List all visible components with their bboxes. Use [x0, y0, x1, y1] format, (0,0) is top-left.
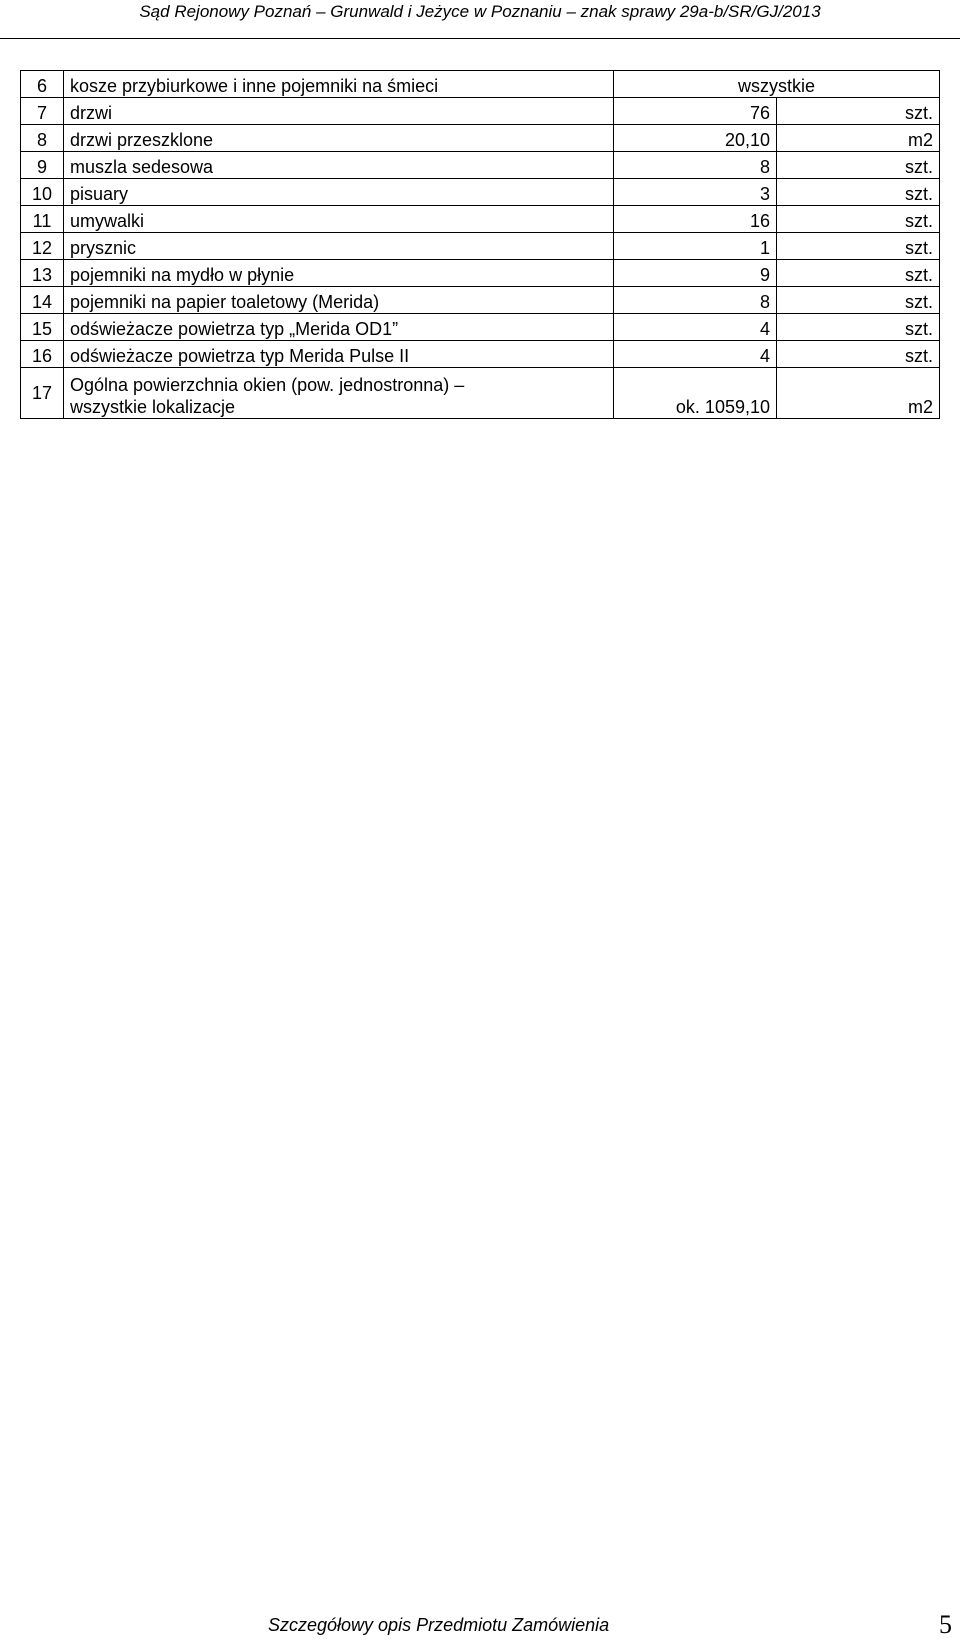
- item-unit: szt.: [777, 260, 940, 287]
- row-number: 17: [21, 368, 64, 419]
- item-name: odświeżacze powietrza typ „Merida OD1”: [64, 314, 614, 341]
- item-unit: szt.: [777, 287, 940, 314]
- page-number: 5: [939, 1610, 952, 1639]
- item-quantity: 3: [614, 179, 777, 206]
- row-number: 8: [21, 125, 64, 152]
- item-quantity: 9: [614, 260, 777, 287]
- item-quantity: 1: [614, 233, 777, 260]
- item-quantity: 76: [614, 98, 777, 125]
- table-row: [21, 152, 940, 179]
- item-name: muszla sedesowa: [64, 152, 614, 179]
- table-row: [21, 179, 940, 206]
- row-number: 14: [21, 287, 64, 314]
- item-name: pisuary: [64, 179, 614, 206]
- row-number: 11: [21, 206, 64, 233]
- item-name: kosze przybiurkowe i inne pojemniki na śmieci: [64, 71, 614, 98]
- item-unit: szt.: [777, 98, 940, 125]
- row-number: 16: [21, 341, 64, 368]
- item-name: pojemniki na mydło w płynie: [64, 260, 614, 287]
- table-row: [21, 287, 940, 314]
- item-unit: szt.: [777, 179, 940, 206]
- row-number: 7: [21, 98, 64, 125]
- row-number: 6: [21, 71, 64, 98]
- table-row: [21, 206, 940, 233]
- item-unit: m2: [777, 125, 940, 152]
- item-unit: szt.: [777, 206, 940, 233]
- item-quantity: ok. 1059,10: [614, 368, 777, 419]
- page-header: Sąd Rejonowy Poznań – Grunwald i Jeżyce w Poznaniu – znak sprawy 29a-b/SR/GJ/2013: [139, 2, 821, 21]
- table-row: [21, 314, 940, 341]
- item-name: [64, 368, 614, 419]
- table-row: [21, 98, 940, 125]
- row-number: 12: [21, 233, 64, 260]
- item-quantity: 16: [614, 206, 777, 233]
- item-unit: szt.: [777, 314, 940, 341]
- table-row: [21, 125, 940, 152]
- item-name: prysznic: [64, 233, 614, 260]
- item-name-line: wszystkie lokalizacje: [70, 397, 236, 417]
- row-number: 15: [21, 314, 64, 341]
- item-unit: szt.: [777, 152, 940, 179]
- item-name: pojemniki na papier toaletowy (Merida): [64, 287, 614, 314]
- table-row: [21, 368, 940, 419]
- row-number: 10: [21, 179, 64, 206]
- item-unit: szt.: [777, 233, 940, 260]
- item-name: odświeżacze powietrza typ Merida Pulse II: [64, 341, 614, 368]
- item-quantity: wszystkie: [614, 71, 940, 98]
- table-row: [21, 341, 940, 368]
- row-number: 9: [21, 152, 64, 179]
- item-quantity: 8: [614, 287, 777, 314]
- item-unit: m2: [777, 368, 940, 419]
- items-table: [20, 70, 940, 419]
- item-name: umywalki: [64, 206, 614, 233]
- item-quantity: 4: [614, 314, 777, 341]
- table-row: [21, 233, 940, 260]
- table-row: [21, 260, 940, 287]
- page-footer: Szczegółowy opis Przedmiotu Zamówienia: [268, 1615, 610, 1635]
- header-divider: [0, 38, 960, 39]
- item-quantity: 20,10: [614, 125, 777, 152]
- item-name: drzwi przeszklone: [64, 125, 614, 152]
- item-quantity: 4: [614, 341, 777, 368]
- table-row: [21, 71, 940, 98]
- item-name-line: Ogólna powierzchnia okien (pow. jednostronna) –: [70, 375, 465, 395]
- item-quantity: 8: [614, 152, 777, 179]
- row-number: 13: [21, 260, 64, 287]
- item-unit: szt.: [777, 341, 940, 368]
- item-name: drzwi: [64, 98, 614, 125]
